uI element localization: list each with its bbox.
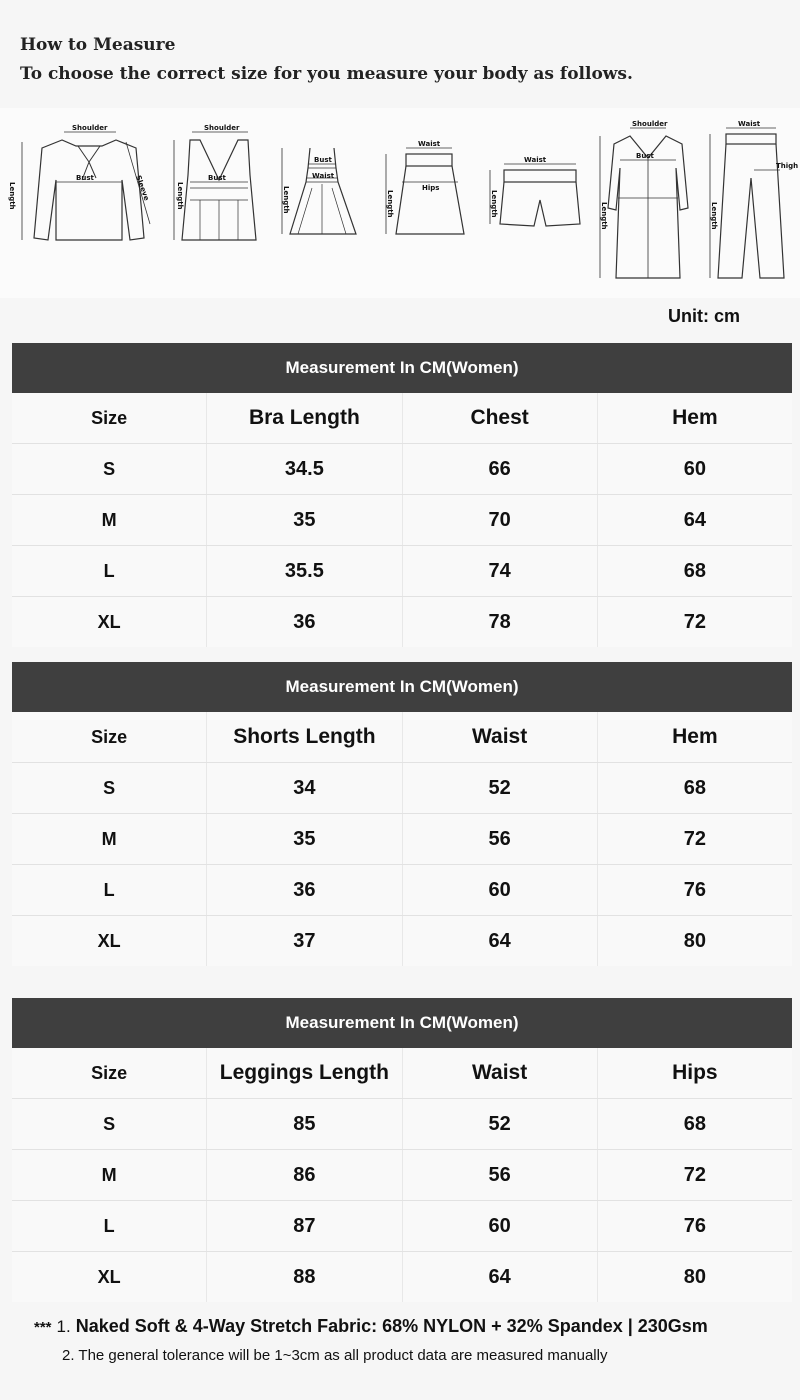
table-cell: 34.5 <box>207 444 402 494</box>
table-row <box>12 1099 792 1150</box>
pants-waist-label: Waist <box>738 120 761 128</box>
table-title: Measurement In CM(Women) <box>12 998 792 1048</box>
table-title: Measurement In CM(Women) <box>12 662 792 712</box>
tank-shoulder-label: Shoulder <box>204 124 240 132</box>
blouse-sleeve-label: Sleeve <box>134 174 151 202</box>
table-cell: 68 <box>683 1112 706 1135</box>
coat-shoulder-label: Shoulder <box>632 120 668 128</box>
column-header: Hem <box>672 406 718 429</box>
column-header: Hips <box>672 1061 718 1084</box>
table-cell: 80 <box>683 1265 706 1288</box>
table-cell: 36 <box>207 865 402 915</box>
table-header-row <box>12 393 792 444</box>
coat-diagram <box>590 118 700 288</box>
page-title: How to Measure <box>20 35 176 55</box>
table-cell: 88 <box>207 1252 402 1302</box>
table-row <box>12 865 792 916</box>
table-cell: 35.5 <box>207 546 402 596</box>
table-cell: 87 <box>207 1201 402 1251</box>
table-cell: M <box>12 814 207 864</box>
table-cell: 60 <box>403 1201 598 1251</box>
column-header: Hem <box>672 725 718 748</box>
table-cell: 72 <box>683 827 706 850</box>
dress-diagram <box>272 138 372 248</box>
table-row <box>12 1252 792 1302</box>
table-header-row <box>12 1048 792 1099</box>
table-cell: 76 <box>683 1214 706 1237</box>
table-cell: 36 <box>207 597 402 647</box>
table-cell: 56 <box>403 814 598 864</box>
table-cell: 37 <box>207 916 402 966</box>
tank-top-diagram <box>160 120 270 260</box>
column-header: Bra Length <box>207 393 402 443</box>
shorts-diagram <box>478 152 588 242</box>
page-subtitle: To choose the correct size for you measure your body as follows. <box>20 64 633 84</box>
table-header-row <box>12 712 792 763</box>
tank-length-label: Length <box>176 182 184 210</box>
measure-diagrams <box>0 108 800 298</box>
table-cell: 64 <box>403 1252 598 1302</box>
table-cell: 56 <box>403 1150 598 1200</box>
coat-length-label: Length <box>600 202 608 230</box>
table-cell: 35 <box>207 495 402 545</box>
coat-bust-label: Bust <box>636 152 654 160</box>
table-cell: 34 <box>207 763 402 813</box>
blouse-bust-label: Bust <box>76 174 94 182</box>
table-cell: L <box>12 865 207 915</box>
table-cell: 64 <box>403 916 598 966</box>
table-cell: 52 <box>403 1099 598 1149</box>
table-row <box>12 763 792 814</box>
table-title: Measurement In CM(Women) <box>12 343 792 393</box>
table-cell: 85 <box>207 1099 402 1149</box>
table-cell: L <box>12 1201 207 1251</box>
table-cell: 86 <box>207 1150 402 1200</box>
column-header: Chest <box>403 393 598 443</box>
leggings-size-table <box>12 998 792 1302</box>
pants-length-label: Length <box>710 202 718 230</box>
bra-size-table <box>12 343 792 647</box>
table-cell: 72 <box>683 1163 706 1186</box>
table-cell: 60 <box>683 457 706 480</box>
table-cell: 78 <box>403 597 598 647</box>
table-cell: XL <box>12 1252 207 1302</box>
table-cell: S <box>12 763 207 813</box>
table-row <box>12 1150 792 1201</box>
shorts-waist-label: Waist <box>524 156 547 164</box>
note-number: 1. <box>56 1317 71 1336</box>
table-cell: 35 <box>207 814 402 864</box>
column-header: Size <box>12 712 207 762</box>
table-row <box>12 597 792 647</box>
blouse-length-label: Length <box>8 182 16 210</box>
table-cell: 76 <box>683 878 706 901</box>
table-cell: S <box>12 1099 207 1149</box>
table-cell: 74 <box>403 546 598 596</box>
table-row <box>12 1201 792 1252</box>
pants-thigh-label: Thigh <box>776 162 799 170</box>
table-cell: M <box>12 1150 207 1200</box>
skirt-diagram <box>374 138 474 248</box>
skirt-waist-label: Waist <box>418 140 441 148</box>
table-cell: 68 <box>683 559 706 582</box>
column-header: Shorts Length <box>207 712 402 762</box>
pants-diagram <box>702 118 798 288</box>
table-cell: 66 <box>403 444 598 494</box>
table-cell: 60 <box>403 865 598 915</box>
table-cell: M <box>12 495 207 545</box>
table-cell: 68 <box>683 776 706 799</box>
table-row <box>12 814 792 865</box>
table-cell: 80 <box>683 929 706 952</box>
column-header: Waist <box>403 1048 598 1098</box>
table-row <box>12 546 792 597</box>
shorts-length-label: Length <box>490 190 498 218</box>
dress-waist-label: Waist <box>312 172 335 180</box>
skirt-hips-label: Hips <box>422 184 440 192</box>
tank-bust-label: Bust <box>208 174 226 182</box>
dress-length-label: Length <box>282 186 290 214</box>
note-text: Naked Soft & 4-Way Stretch Fabric: 68% NYLON + 32% Spandex | 230Gsm <box>75 1316 708 1336</box>
table-cell: 70 <box>403 495 598 545</box>
blouse-shoulder-label: Shoulder <box>72 124 108 132</box>
fabric-note <box>34 1316 708 1337</box>
table-cell: XL <box>12 916 207 966</box>
table-row <box>12 444 792 495</box>
note-stars: *** <box>34 1319 52 1336</box>
table-cell: 64 <box>683 508 706 531</box>
shorts-size-table <box>12 662 792 966</box>
table-cell: L <box>12 546 207 596</box>
table-row <box>12 495 792 546</box>
table-cell: 72 <box>683 610 706 633</box>
dress-bust-label: Bust <box>314 156 332 164</box>
blouse-diagram <box>8 120 162 260</box>
tolerance-note: 2. The general tolerance will be 1~3cm as all product data are measured manually <box>62 1347 608 1364</box>
column-header: Waist <box>403 712 598 762</box>
column-header: Leggings Length <box>207 1048 402 1098</box>
table-cell: XL <box>12 597 207 647</box>
table-row <box>12 916 792 966</box>
column-header: Size <box>12 1048 207 1098</box>
column-header: Size <box>12 393 207 443</box>
unit-label: Unit: cm <box>668 306 740 326</box>
skirt-length-label: Length <box>386 190 394 218</box>
table-cell: 52 <box>403 763 598 813</box>
table-cell: S <box>12 444 207 494</box>
